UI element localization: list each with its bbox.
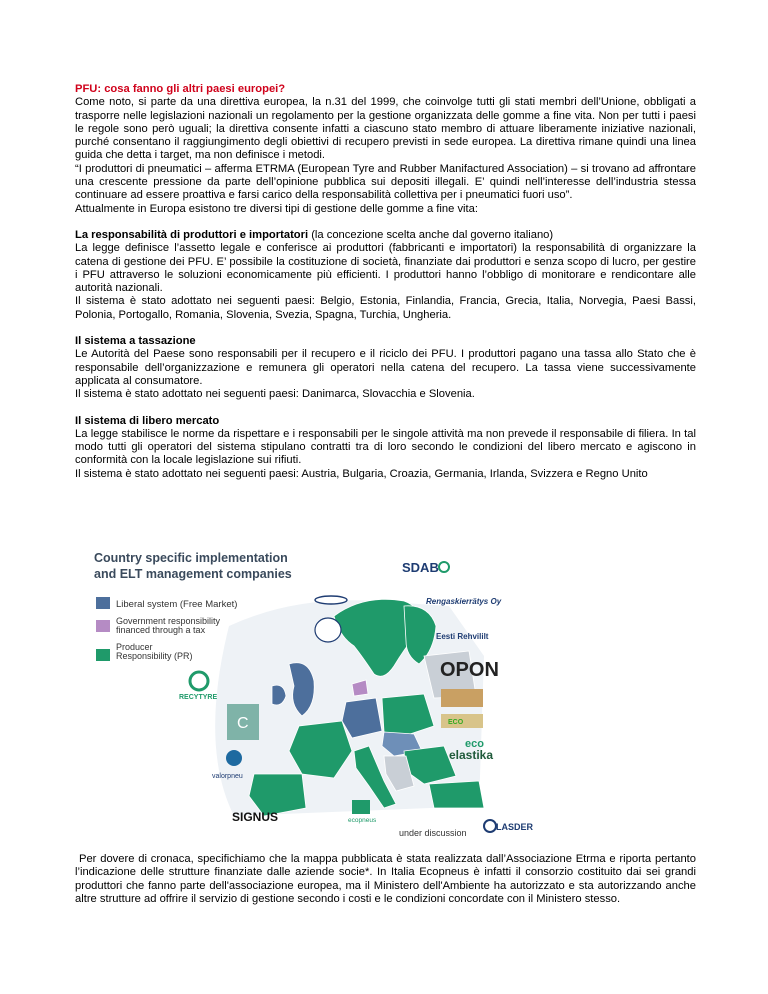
section-producer-body: La legge definisce l’assetto legale e conferisce ai produttori (fabbricanti e importatori) la responsabilità di organizzare la catena di gestione dei PFU. E’ possibile la costituzione di società, finanziate dai produttori e senza scopo di lucro, per gestire i PFU attraverso le soluzioni economicamente più efficienti. I produttori hanno l’obbligo di monitorare e rendicontare alle autorità nazionali. (75, 242, 696, 295)
intro-paragraph-1: Come noto, si parte da una direttiva europea, la n.31 del 1999, che coinvolge tutti gli stati membri dell’Unione, obbligati a trasporre nelle legislazioni nazionali un regolamento per la gestione organizzata delle gomme a fine vita. Non per tutti i paesi le regole sono però uguali; la direttiva consente infatti a ciascuno stato membro di attuare liberamente iniziative nazionali, purché consentano il raggiungimento degli obiettivi di recupero previsti in sede europea. La direttiva rimane quindi una linea guida che detta i target, ma non definisce i metodi. (75, 96, 696, 162)
legend-swatch-pr (96, 649, 110, 661)
map-title-line2: and ELT management companies (94, 567, 292, 581)
section-heading-note: (la concezione scelta anche dal governo italiano) (308, 228, 554, 241)
rengaskierratys-logo: Rengaskierrätys Oy (426, 597, 502, 606)
section-tax-countries: Il sistema è stato adottato nei seguenti paesi: Danimarca, Slovacchia e Slovenia. (75, 388, 475, 401)
eco-logo-text: ECO (448, 719, 464, 726)
ecopneus-logo: ecopneus (348, 817, 377, 824)
map-title-line1: Country specific implementation (94, 551, 288, 565)
lasder-logo: LASDER (496, 822, 534, 832)
section-market-countries: Il sistema è stato adottato nei seguenti paesi: Austria, Bulgaria, Croazia, Germania, Irlanda, Svizzera e Regno Unito (75, 467, 648, 480)
legend-swatch-tax (96, 620, 110, 632)
turkey-region (429, 781, 484, 808)
sdab-logo: SDAB (402, 560, 439, 575)
legend-label-liberal: Liberal system (Free Market) (116, 599, 238, 610)
legend-label-pr: Producer Responsibility (PR) (116, 642, 193, 661)
article-title: PFU: cosa fanno gli altri paesi europei? (75, 83, 286, 95)
section-market-body: La legge stabilisce le norme da rispettare e i responsabili per le singole attività ma non prevede il responsabile di filiera. In tal modo tutti gli operatori del sistema stipulano contratti tra di loro secondo le condizioni del libero mercato e agiscono in conformità con la locale legislazione sui rifiuti. (75, 427, 696, 467)
section-producer-heading (75, 229, 696, 242)
legend-swatch-liberal (96, 597, 110, 609)
norsk-logo (315, 596, 347, 604)
intro-paragraph-2: “I produttori di pneumatici – afferma ETRMA (European Tyre and Rubber Manifactured Association) – si trovano ad affrontare una crescente pressione da parte dell’opinione pubblica sui depositi illegali. E’ quindi nell’interesse dell’industria stessa continuare ad essere proattiva e farsi carico della responsabilità collettiva per i pneumatici fuori uso”. (75, 162, 696, 202)
eco-elastika-logo-line1: eco (465, 738, 484, 750)
intro-paragraph-3: Attualmente in Europa esistono tre diversi tipi di gestione delle gomme a fine vita: (75, 202, 478, 215)
ecopneus-icon (352, 800, 370, 814)
signus-logo: SIGNUS (232, 810, 279, 824)
aliapur-glyph: C (237, 715, 249, 732)
europe-elt-map (84, 546, 539, 842)
section-tax-heading: Il sistema a tassazione (75, 335, 196, 348)
opon-logo: OPON (440, 659, 499, 681)
section-producer-countries: Il sistema è stato adottato nei seguenti paesi: Belgio, Estonia, Finlandia, Francia, Grecia, Italia, Norvegia, Paesi Bassi, Polonia, Portogallo, Romania, Slovenia, Svezia, Spagna, Turchia, Ungheria. (75, 295, 696, 321)
hurec-logo (441, 689, 483, 707)
valorpneu-logo: valorpneu (212, 773, 243, 780)
recytyre-logo: RECYTYRE (179, 694, 218, 701)
closing-note (75, 853, 696, 906)
section-market-heading: Il sistema di libero mercato (75, 414, 220, 427)
eesti-rehvililt-logo: Eesti Rehvililt (436, 632, 489, 641)
section-heading: La responsabilità di produttori e importatori (75, 228, 309, 241)
valorpneu-icon (226, 750, 242, 766)
closing-paragraph: Per dovere di cronaca, specifichiamo che la mappa pubblicata è stata realizzata dall’Associazione Etrma e riporta pertanto l’indicazione delle strutture finanziate dalle aziende socie*. In Italia Ecopneus è infatti il consorzio costituito dai sei grandi produttori che fanno parte dell'associazione europea, ma il Ministero dell'Ambiente ha autorizzato e sta autorizzando anche altre strutture ad offrire il servizio di gestione secondo i costi e le condizioni concordate con il Ministero stesso. (75, 853, 696, 905)
section-tax-body: Le Autorità del Paese sono responsabili per il recupero e il riciclo dei PFU. I produttori pagano una tassa allo Stato che è responsabile dell’organizzazione e remunera gli operatori nella catena del recupero. La tassa viene successivamente applicata al consumatore. (75, 348, 696, 387)
ranbi-logo (315, 618, 341, 642)
eco-elastika-logo-line2: elastika (449, 748, 494, 762)
article (75, 83, 696, 481)
under-discussion-label: under discussion (399, 828, 467, 838)
legend-label-tax: Government responsibility financed through a tax (116, 616, 221, 635)
